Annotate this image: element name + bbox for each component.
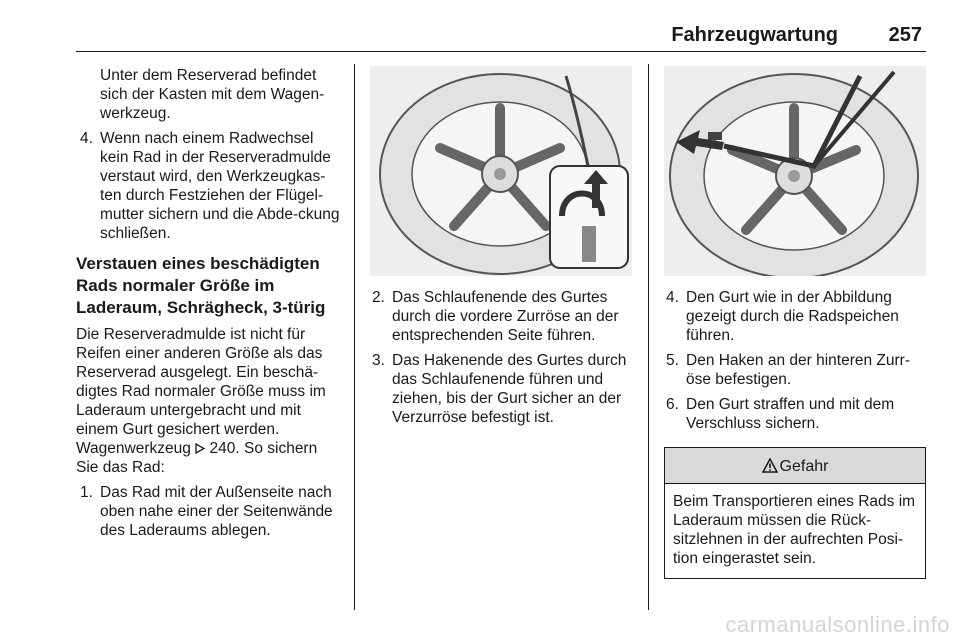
wheel-strap-tightening-illustration	[664, 66, 926, 276]
list-item-4	[664, 288, 926, 345]
left-column	[76, 66, 342, 540]
header-rule	[76, 51, 926, 52]
list-number: 5.	[666, 352, 679, 369]
list-item-2	[370, 288, 634, 345]
paragraph-reference	[76, 439, 342, 477]
list-item-4	[76, 129, 342, 243]
list-item-text: Das Schlaufenende des Gurtes durch die vordere Zurröse an der entsprechenden Seite führen.	[392, 289, 619, 344]
reference-prefix: Wagenwerkzeug	[76, 440, 191, 457]
warning-header	[665, 448, 925, 484]
section-heading: Verstauen eines beschädigten Rads normaler Größe im Laderaum, Schrägheck, 3-türig	[76, 254, 326, 317]
column-divider-left	[354, 64, 355, 610]
continuation-text: Unter dem Reserverad befindet sich der Kasten mit dem Wagen-werkzeug.	[100, 67, 325, 122]
list-item-text: Das Rad mit der Außenseite nach oben nahe einer der Seitenwände des Laderaums ablegen.	[100, 484, 333, 539]
page-number: 257	[888, 24, 922, 46]
list-item-text: Den Gurt straffen und mit dem Verschluss sichern.	[686, 396, 895, 432]
column-divider-right	[648, 64, 649, 610]
page-reference-link[interactable]: 240	[209, 440, 236, 457]
list-item-5	[664, 351, 926, 389]
page-title: Fahrzeugwartung	[671, 24, 838, 46]
list-number: 4.	[666, 289, 679, 306]
list-item-text: Das Hakenende des Gurtes durch das Schlaufenende führen und ziehen, bis der Gurt sicher an der Verzurröse befestigt ist.	[392, 352, 627, 426]
warning-title: Gefahr	[779, 458, 829, 475]
triangle-reference-icon	[195, 440, 209, 457]
list-item-text: Den Gurt wie in der Abbildung gezeigt durch die Radspeichen führen.	[686, 289, 899, 344]
list-number: 1.	[80, 484, 93, 501]
list-item-text: Den Haken an der hinteren Zurr-öse befestigen.	[686, 352, 911, 388]
list-number: 6.	[666, 396, 679, 413]
right-column	[664, 66, 926, 579]
watermark: carmanualsonline.info	[725, 612, 950, 637]
warning-text: Beim Transportieren eines Rads im Laderaum müssen die Rück-sitzlehnen in der aufrechten Posi-tion eingerastet sein.	[673, 493, 916, 567]
list-number: 2.	[372, 289, 385, 306]
reference-suffix: . So sichern Sie das Rad:	[76, 440, 318, 476]
list-item-text: Wenn nach einem Radwechsel kein Rad in der Reserveradmulde verstaut wird, den Werkzeugkas-ten durch Festziehen der Flügel-mutter sichern und die Abde-ckung schließen.	[100, 130, 340, 242]
list-number: 4.	[80, 130, 93, 147]
spare-wheel-strap-illustration	[370, 66, 632, 276]
list-item-6	[664, 395, 926, 433]
list-number: 3.	[372, 352, 385, 369]
paragraph: Die Reserveradmulde ist nicht für Reifen einer anderen Größe als das Reserverad ausgelegt. Ein beschä-digtes Rad normaler Größe muss im Laderaum untergebracht und mit einem Gurt gesichert werden.	[76, 326, 326, 438]
danger-warning-box	[664, 447, 926, 579]
list-item-1	[76, 483, 342, 540]
page-header	[76, 24, 926, 50]
list-item-3	[370, 351, 634, 427]
warning-triangle-icon	[762, 456, 778, 475]
middle-column	[370, 66, 634, 427]
